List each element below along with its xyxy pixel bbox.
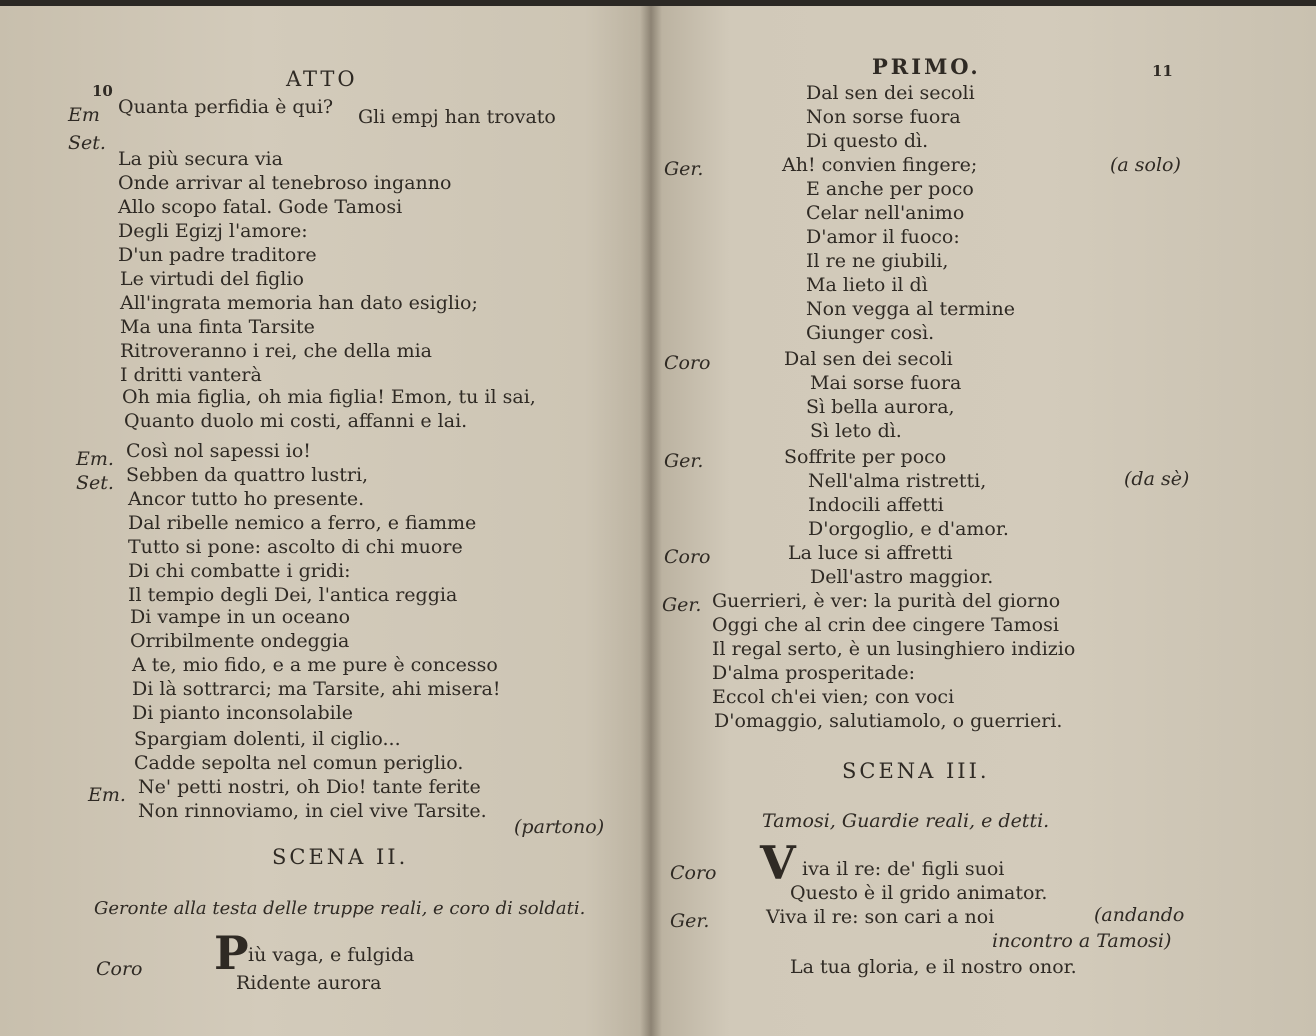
right-verse-line: Celar nell'animo [806, 202, 965, 224]
left-verse-line: Di pianto inconsolabile [132, 702, 354, 724]
left-verse-line: Ne' petti nostri, oh Dio! tante ferite [138, 776, 481, 798]
right-verse-line: Dal sen dei secoli [784, 348, 953, 370]
right-verse-line: Dal sen dei secoli [806, 82, 975, 104]
right-page-number: 11 [1152, 62, 1173, 80]
right-verse-line: Oggi che al crin dee cingere Tamosi [712, 614, 1059, 636]
aside-da-se: (da sè) [1124, 468, 1190, 490]
stage-direction-partono: (partono) [514, 816, 605, 838]
right-verse-line: Non sorse fuora [806, 106, 961, 128]
left-verse-line: Onde arrivar al tenebroso inganno [118, 172, 452, 194]
right-coro-label: Coro [670, 862, 717, 884]
left-verse-line: Spargiam dolenti, il ciglio... [134, 728, 401, 750]
left-verse-line: Le virtudi del figlio [120, 268, 304, 290]
right-verse-line: Mai sorse fuora [810, 372, 962, 394]
left-verse-line: Tutto si pone: ascolto di chi muore [128, 536, 463, 558]
left-verse-line: Degli Egizj l'amore: [118, 220, 308, 242]
right-verse-line: Eccol ch'ei vien; con voci [712, 686, 955, 708]
right-verse-line: E anche per poco [806, 178, 974, 200]
right-verse-line: D'orgoglio, e d'amor. [808, 518, 1009, 540]
left-speaker-label: Em. [88, 784, 126, 806]
left-coro-line-2: Ridente aurora [236, 972, 382, 994]
left-verse-line: Così nol sapessi io! [126, 440, 311, 462]
left-verse-line: Dal ribelle nemico a ferro, e fiamme [128, 512, 477, 534]
left-verse-line: Quanta perfidia è qui? [118, 96, 334, 118]
right-speaker-label: Ger. [662, 594, 702, 616]
left-verse-line: Orribilmente ondeggia [130, 630, 350, 652]
right-verse-line: La luce si affretti [788, 542, 953, 564]
right-verse-line: D'omaggio, salutiamolo, o guerrieri. [714, 710, 1063, 732]
right-verse-line: Giunger così. [806, 322, 935, 344]
left-verse-line: Ma una finta Tarsite [120, 316, 315, 338]
right-verse-line: Di questo dì. [806, 130, 929, 152]
left-page-header: ATTO [286, 67, 358, 91]
aside-andando-1: (andando [1094, 904, 1185, 926]
left-verse-line: I dritti vanterà [120, 364, 262, 386]
right-verse-line: Ah! convien fingere; [782, 154, 978, 176]
left-verse-line: Il tempio degli Dei, l'antica reggia [128, 584, 458, 606]
right-verse-line: Dell'astro maggior. [810, 566, 994, 588]
left-scene-title: SCENA II. [272, 845, 409, 869]
right-speaker-label: Ger. [664, 158, 704, 180]
left-verse-line: Allo scopo fatal. Gode Tamosi [118, 196, 403, 218]
right-verse-line: D'alma prosperitade: [712, 662, 916, 684]
left-verse-line: Ancor tutto ho presente. [128, 488, 365, 510]
left-verse-line: Sebben da quattro lustri, [126, 464, 369, 486]
left-verse-line: A te, mio fido, e a me pure è concesso [132, 654, 498, 676]
right-verse-line: Il regal serto, è un lusinghiero indizio [712, 638, 1076, 660]
right-ger-label: Ger. [670, 910, 710, 932]
right-verse-line: Guerrieri, è ver: la purità del giorno [712, 590, 1061, 612]
right-verse-line: Nell'alma ristretti, [808, 470, 987, 492]
left-drop-cap: P [214, 926, 249, 980]
left-verse-line: Gli empj han trovato [358, 106, 556, 128]
left-verse-line: La più secura via [118, 148, 283, 170]
left-coro-label: Coro [96, 958, 143, 980]
right-verse-line: Non vegga al termine [806, 298, 1015, 320]
left-verse-line: Di vampe in un oceano [130, 606, 351, 628]
left-speaker-label: Set. [68, 132, 106, 154]
left-verse-line: All'ingrata memoria han dato esiglio; [120, 292, 478, 314]
left-speaker-label: Em [68, 104, 100, 126]
right-verse-line: Sì bella aurora, [806, 396, 955, 418]
left-verse-line: Di là sottrarci; ma Tarsite, ahi misera! [132, 678, 501, 700]
right-verse-line: Indocili affetti [808, 494, 944, 516]
right-verse-line: Soffrite per poco [784, 446, 947, 468]
right-speaker-label: Ger. [664, 450, 704, 472]
right-scene-title: SCENA III. [842, 759, 990, 783]
left-verse-line: Cadde sepolta nel comun periglio. [134, 752, 464, 774]
aside-andando-2: incontro a Tamosi) [992, 930, 1172, 952]
right-speaker-label: Coro [664, 352, 711, 374]
left-coro-line-1: iù vaga, e fulgida [248, 944, 415, 966]
left-verse-line: Non rinnoviamo, in ciel vive Tarsite. [138, 800, 487, 822]
right-last-line: La tua gloria, e il nostro onor. [790, 956, 1077, 978]
left-page-number: 10 [92, 82, 113, 100]
left-verse-line: Ritroveranno i rei, che della mia [120, 340, 432, 362]
left-verse-line: Di chi combatte i gridi: [128, 560, 351, 582]
right-drop-cap: V [760, 836, 796, 890]
right-verse-line: Il re ne giubili, [806, 250, 949, 272]
left-scene-description: Geronte alla testa delle truppe reali, e coro di soldati. [94, 898, 586, 919]
right-verse-line: Ma lieto il dì [806, 274, 928, 296]
left-verse-line: Oh mia figlia, oh mia figlia! Emon, tu il sai, [122, 386, 536, 408]
right-speaker-label: Coro [664, 546, 711, 568]
left-verse-line: D'un padre traditore [118, 244, 317, 266]
aside-a-solo: (a solo) [1110, 154, 1181, 176]
right-ger-line: Viva il re: son cari a noi [766, 906, 995, 928]
right-coro-line-1: iva il re: de' figli suoi [802, 858, 1005, 880]
right-coro-line-2: Questo è il grido animator. [790, 882, 1048, 904]
left-speaker-label: Set. [76, 472, 114, 494]
right-scene-description: Tamosi, Guardie reali, e detti. [762, 810, 1050, 832]
left-verse-line: Quanto duolo mi costi, affanni e lai. [124, 410, 468, 432]
right-page-header: PRIMO. [872, 54, 981, 79]
book-spine [640, 6, 662, 1036]
left-speaker-label: Em. [76, 448, 114, 470]
right-verse-line: Sì leto dì. [810, 420, 902, 442]
right-verse-line: D'amor il fuoco: [806, 226, 960, 248]
